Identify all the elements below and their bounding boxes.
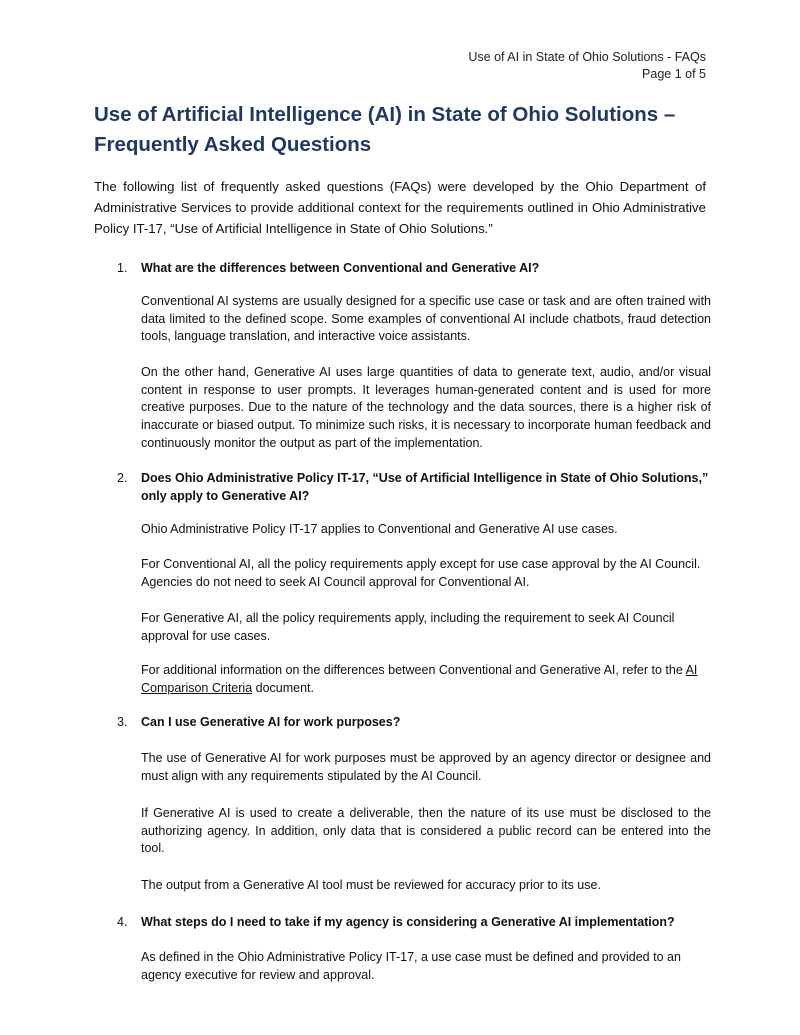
page-number: Page 1 of 5 (642, 67, 706, 81)
faq-question: Can I use Generative AI for work purposes? (141, 715, 401, 729)
faq-answer-paragraph: For Generative AI, all the policy requirements apply, including the requirement to seek AI Council approval for use cases. (141, 611, 675, 643)
faq-number: 4. (117, 915, 128, 929)
faq-question: Does Ohio Administrative Policy IT-17, “Use of Artificial Intelligence in State of Ohio Solutions,” only apply to Generative AI? (141, 471, 709, 503)
header-title: Use of AI in State of Ohio Solutions - FAQs (468, 50, 706, 64)
faq-answer-text: document. (252, 680, 314, 695)
faq-number: 2. (117, 471, 128, 485)
faq-answer-paragraph: The output from a Generative AI tool must be reviewed for accuracy prior to its use. (141, 878, 601, 892)
faq-answer-text: For additional information on the differences between Conventional and Generative AI, refer to the (141, 663, 686, 677)
title-line-2: Frequently Asked Questions (94, 133, 372, 156)
faq-question: What are the differences between Conventional and Generative AI? (141, 261, 540, 275)
title-line-1: Use of Artificial Intelligence (AI) in State of Ohio Solutions – (94, 103, 676, 126)
document-title (94, 100, 714, 160)
faq-answer-paragraph: On the other hand, Generative AI uses large quantities of data to generate text, audio, and/or visual content in response to user prompts. It leverages human-generated content and is used for more creative purposes. Due to the nature of the technology and the data sources, there is a higher risk of inaccurate or biased output. To minimize such risks, it is necessary to incorporate human feedback and continuously monitor the output as part of the implementation. (141, 365, 711, 450)
faq-answer-paragraph: As defined in the Ohio Administrative Policy IT-17, a use case must be defined and provided to an agency executive for review and approval. (141, 950, 681, 982)
faq-answer-paragraph (141, 662, 711, 697)
faq-number: 3. (117, 715, 128, 729)
faq-answer-paragraph: If Generative AI is used to create a deliverable, then the nature of its use must be disclosed to the authorizing agency. In addition, only data that is considered a public record can be entered into the tool. (141, 806, 711, 856)
ai-comparison-criteria-link[interactable]: AI Comparison Criteria (141, 663, 698, 695)
intro-paragraph: The following list of frequently asked questions (FAQs) were developed by the Ohio Department of Administrative Services to provide additional context for the requirements outlined in Ohio Administrative Policy IT-17, “Use of Artificial Intelligence in State of Ohio Solutions.” (94, 179, 706, 236)
page-header (468, 49, 706, 83)
faq-answer-paragraph: Ohio Administrative Policy IT-17 applies to Conventional and Generative AI use cases. (141, 522, 618, 536)
faq-answer-paragraph: Conventional AI systems are usually designed for a specific use case or task and are often trained with data limited to the defined scope. Some examples of conventional AI include chatbots, fraud detection tools, language translation, and interactive voice assistants. (141, 294, 711, 344)
faq-answer-paragraph: For Conventional AI, all the policy requirements apply except for use case approval by the AI Council. Agencies do not need to seek AI Council approval for Conventional AI. (141, 557, 701, 589)
faq-answer-paragraph: The use of Generative AI for work purposes must be approved by an agency director or designee and must align with any requirements stipulated by the AI Council. (141, 751, 711, 783)
faq-number: 1. (117, 261, 128, 275)
faq-question: What steps do I need to take if my agency is considering a Generative AI implementation? (141, 915, 675, 929)
